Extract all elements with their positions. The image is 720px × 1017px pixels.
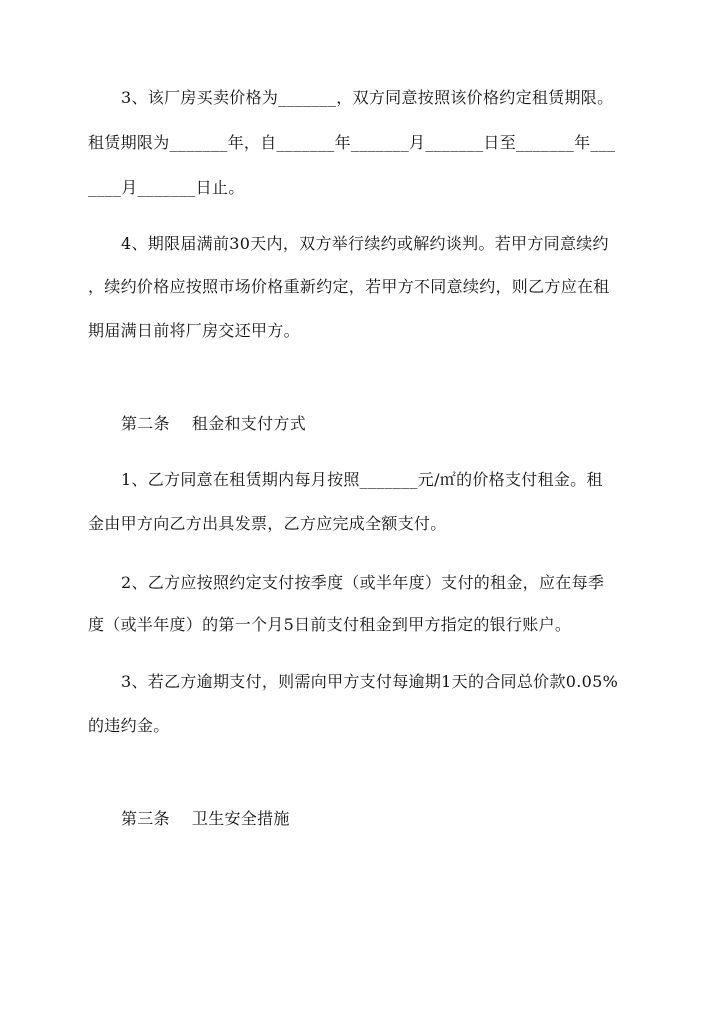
paragraph-line: 期届满日前将厂房交还甲方。 <box>88 321 300 340</box>
paragraph-line: 3、若乙方逾期支付，则需向甲方支付每逾期1天的合同总价款0.05% <box>121 672 619 691</box>
section-heading <box>121 809 290 829</box>
paragraph-line: ____月_______日止。 <box>88 178 245 197</box>
clause-number: 第二条 <box>121 414 170 433</box>
paragraph-line: 度（或半年度）的第一个月5日前支付租金到甲方指定的银行账户。 <box>88 615 572 634</box>
paragraph-line: ，续约价格应按照市场价格重新约定，若甲方不同意续约，则乙方应在租 <box>88 277 610 296</box>
clause-number: 第三条 <box>121 809 170 828</box>
paragraph-line: 的违约金。 <box>88 716 170 735</box>
clause-title: 卫生安全措施 <box>191 809 290 828</box>
paragraph-line: 3、该厂房买卖价格为_______，双方同意按照该价格约定租赁期限。 <box>121 88 614 107</box>
section-heading <box>121 414 306 434</box>
paragraph-line: 2、乙方应按照约定支付按季度（或半年度）支付的租金，应在每季 <box>121 573 605 592</box>
paragraph-line: 租赁期限为_______年，自_______年_______月_______日至_______年___ <box>88 133 616 152</box>
paragraph-line: 1、乙方同意在租赁期内每月按照_______元/㎡的价格支付租金。租 <box>121 470 603 489</box>
paragraph-line: 金由甲方向乙方出具发票，乙方应完成全额支付。 <box>88 514 447 533</box>
paragraph-line: 4、期限届满前30天内，双方举行续约或解约谈判。若甲方同意续约 <box>121 234 609 253</box>
clause-title: 租金和支付方式 <box>191 414 307 433</box>
